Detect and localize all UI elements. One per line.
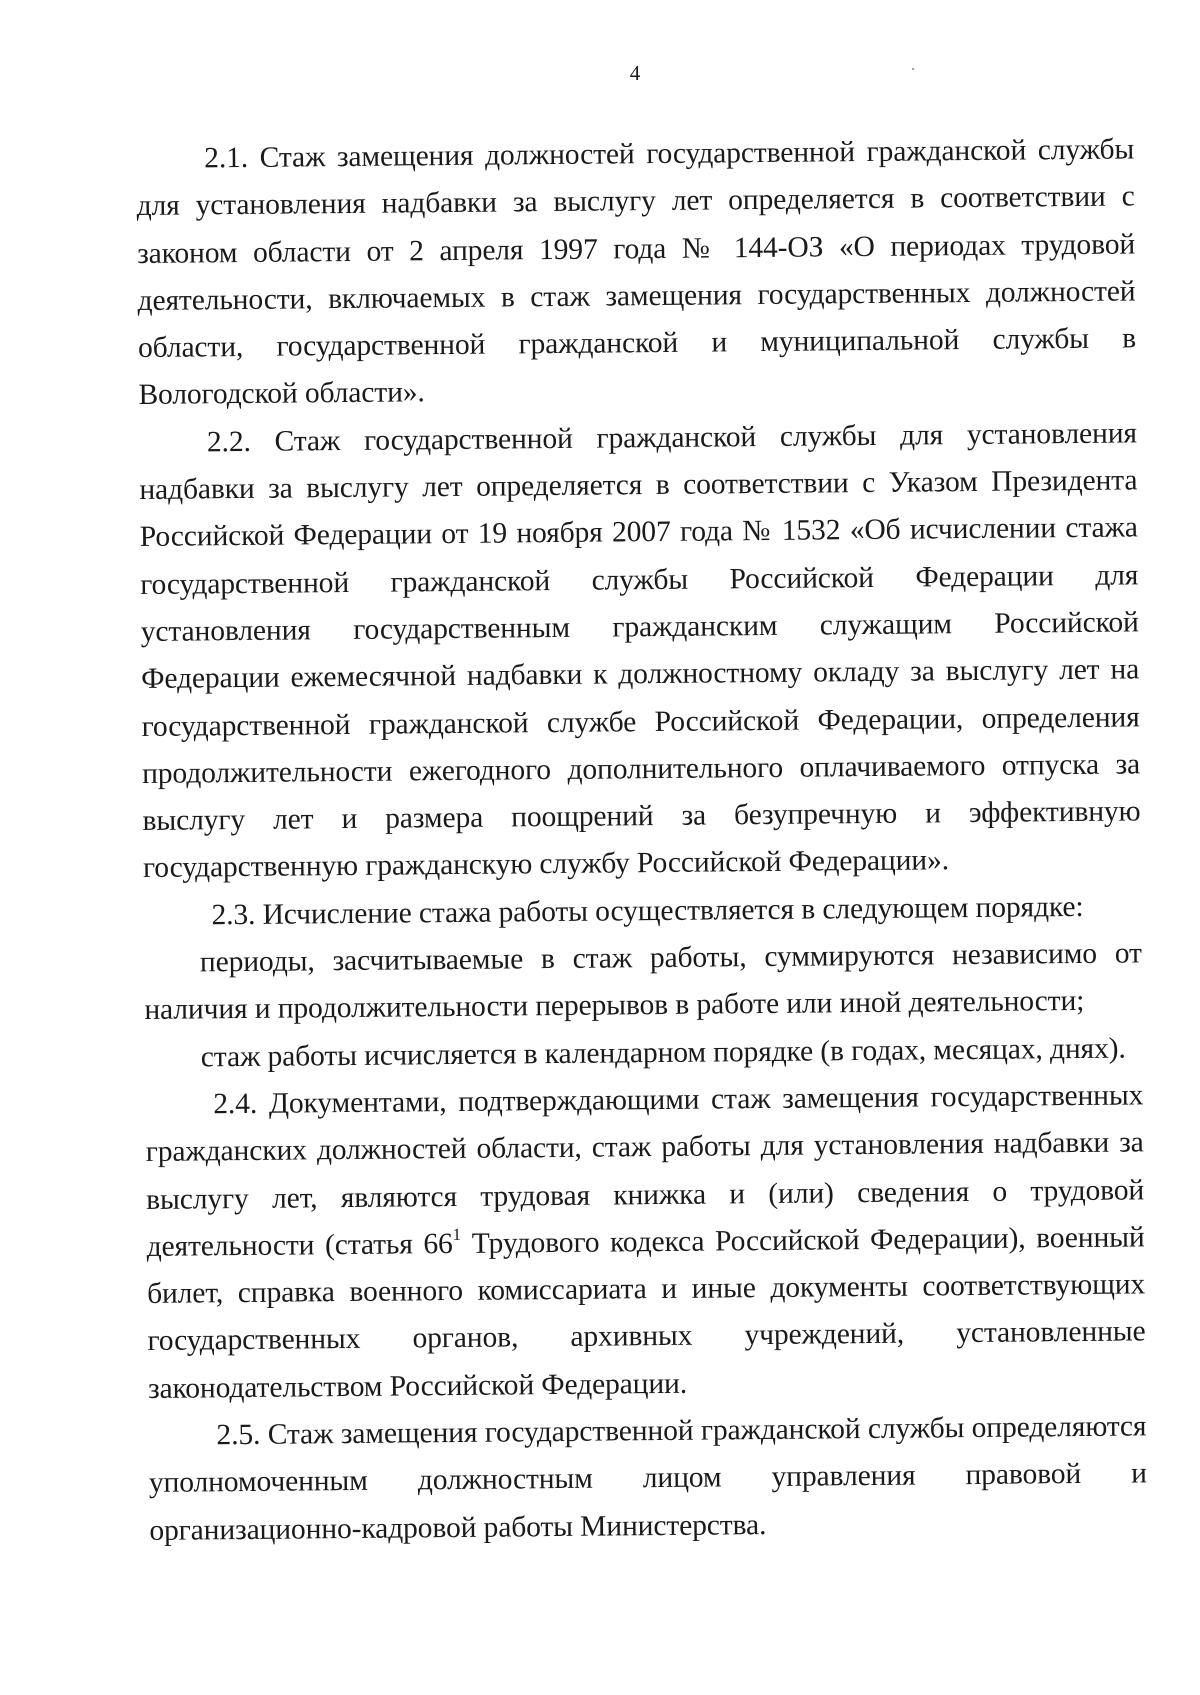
paragraph-2-4: [145, 1072, 1146, 1413]
paragraph-2-3: 2.3. Исчисление стажа работы осуществляется в следующем порядке:: [211, 890, 1084, 932]
paragraph-2-2: 2.2. Стаж государственной гражданской службы для установления надбавки за выслугу лет определяется в соответствии с Указом Президента Российской Федерации от 19 ноября 2007 года № 1532 «Об исчислении стажа государственной гражданской службы Российской Федерации для установления государственным гражданским служащим Российской Федерации ежемесячной надбавки к должностному окладу за выслугу лет на государственной гражданской службе Российской Федерации, определения продолжительности ежегодного дополнительного оплачиваемого отпуска за выслугу лет и размера поощрений за безупречную и эффективную государственную гражданскую службу Российской Федерации».: [139, 417, 1141, 885]
paragraph-2-4-text-after: Трудового кодекса Российской Федерации), военный билет, справка военного комиссариата и иные документы соответствующих государственных органов, архивных учреждений, установленные законодательством Российской Федерации.: [146, 1221, 1146, 1405]
paragraph-2-5: 2.5. Стаж замещения государственной гражданской службы определяются уполномоченным должностным лицом управления правовой и организационно-кадровой работы Министерства.: [148, 1410, 1148, 1547]
document-body: [136, 126, 1148, 1554]
paragraph-2-3-item-1: периоды, засчитываемые в стаж работы, суммируются независимо от наличия и продолжительности перерывов в работе или иной деятельности;: [144, 937, 1143, 1027]
superscript-article-number: 1: [452, 1224, 462, 1245]
paragraph-2-3-item-2: стаж работы исчисляется в календарном порядке (в годах, месяцах, днях).: [200, 1032, 1126, 1074]
page-number: 4: [629, 61, 641, 85]
paragraph-2-1: 2.1. Стаж замещения должностей государственной гражданской службы для установления надбавки за выслугу лет определяется в соответствии с законом области от 2 апреля 1997 года № 144-ОЗ «О периодах трудовой деятельности, включаемых в стаж замещения государственных должностей области, государственной гражданской и муниципальной службы в Вологодской области».: [136, 133, 1137, 412]
scan-speck: [912, 68, 914, 70]
paragraph-2-4-text-before: 2.4. Документами, подтверждающими стаж замещения государственных гражданских должностей области, стаж работы для установления надбавки за выслугу лет, являются трудовая книжка и (или) сведения о трудовой деятельности (статья 66: [145, 1079, 1145, 1263]
